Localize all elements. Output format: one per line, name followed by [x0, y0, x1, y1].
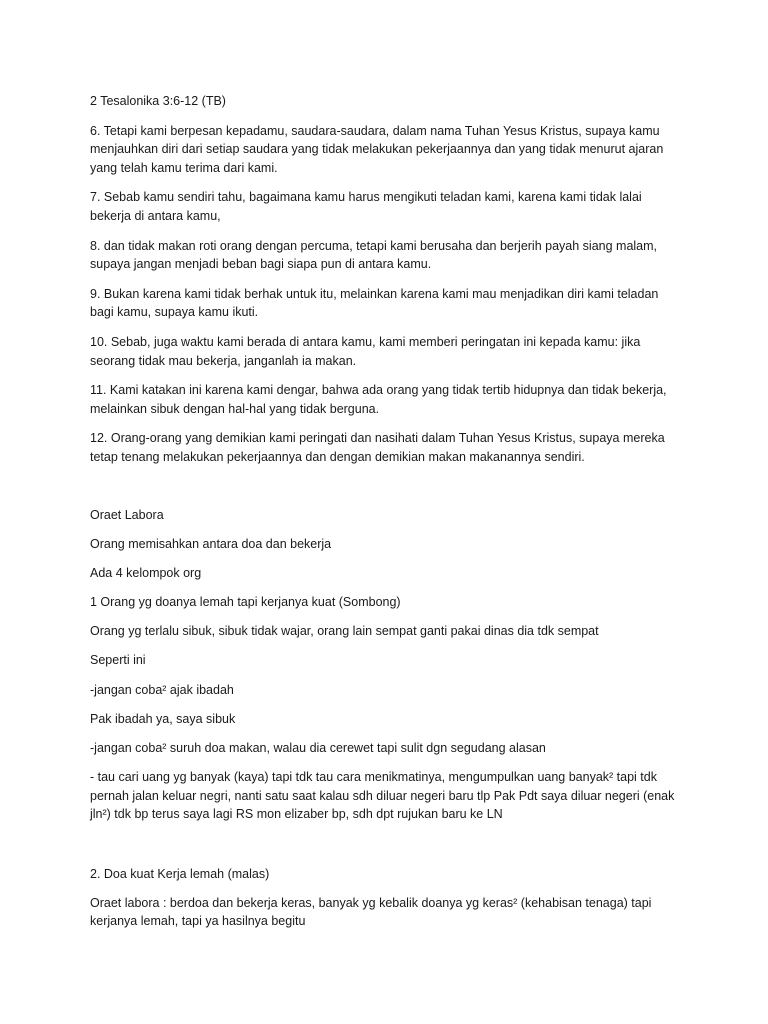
note-group-2-heading: 2. Doa kuat Kerja lemah (malas) [90, 866, 270, 881]
note-bullet: -jangan coba² suruh doa makan, walau dia cerewet tapi sulit dgn segudang alasan [90, 741, 546, 755]
note-bullet: - tau cari uang yg banyak (kaya) tapi tdk tau cara menikmatinya, mengumpulkan uang banyak² tapi tdk pernah jalan keluar negri, nanti satu saat kalau sdh diluar negeri baru tlp Pak Pdt saya diluar negeri (enak jln²) tdk bp terus saya lagi RS mon elizaber bp, sdh dpt rujukan baru ke LN [90, 770, 675, 822]
verse-6: 6. Tetapi kami berpesan kepadamu, saudara-saudara, dalam nama Tuhan Yesus Kristus, supaya kamu menjauhkan diri dari setiap saudara yang tidak melakukan pekerjaannya dan yang tidak menurut ajaran yang telah kamu terima dari kami. [90, 123, 664, 175]
verse-8: 8. dan tidak makan roti orang dengan percuma, tetapi kami berusaha dan berjerih payah siang malam, supaya jangan menjadi beban bagi siapa pun di antara kamu. [90, 238, 658, 272]
note-title: Oraet Labora [90, 507, 164, 522]
scripture-heading: 2 Tesalonika 3:6-12 (TB) [90, 94, 226, 108]
verse-11: 11. Kami katakan ini karena kami dengar, bahwa ada orang yang tidak tertib hidupnya dan tidak bekerja, melainkan sibuk dengan hal-hal yang tidak berguna. [90, 383, 667, 416]
verse-10: 10. Sebab, juga waktu kami berada di antara kamu, kami memberi peringatan ini kepada kamu: jika seorang tidak mau bekerja, janganlah ia makan. [90, 334, 641, 368]
blank-line [90, 478, 678, 506]
note-line: Pak ibadah ya, saya sibuk [90, 711, 236, 726]
note-line: Ada 4 kelompok org [90, 565, 202, 580]
verse-9: 9. Bukan karena kami tidak berhak untuk itu, melainkan karena kami mau menjadikan diri kami teladan bagi kamu, supaya kamu ikuti. [90, 286, 659, 320]
blank-line [90, 835, 678, 865]
note-line: Orang yg terlalu sibuk, sibuk tidak wajar, orang lain sempat ganti pakai dinas dia tdk sempat [90, 624, 599, 639]
note-line: Orang memisahkan antara doa dan bekerja [90, 536, 332, 551]
note-group-1-heading: 1 Orang yg doanya lemah tapi kerjanya kuat (Sombong) [90, 595, 401, 610]
note-line: Oraet labora : berdoa dan bekerja keras, banyak yg kebalik doanya yg keras² (kehabisan tenaga) tapi kerjanya lemah, tapi ya hasilnya begitu [90, 895, 652, 929]
note-line: Seperti ini [90, 653, 146, 668]
verse-12: 12. Orang-orang yang demikian kami peringati dan nasihati dalam Tuhan Yesus Kristus, supaya mereka tetap tenang melakukan pekerjaannya dan dengan demikian makan makanannya sendiri. [90, 431, 665, 464]
note-bullet: -jangan coba² ajak ibadah [90, 682, 234, 697]
verse-7: 7. Sebab kamu sendiri tahu, bagaimana kamu harus mengikuti teladan kami, karena kami tidak lalai bekerja di antara kamu, [90, 190, 642, 223]
